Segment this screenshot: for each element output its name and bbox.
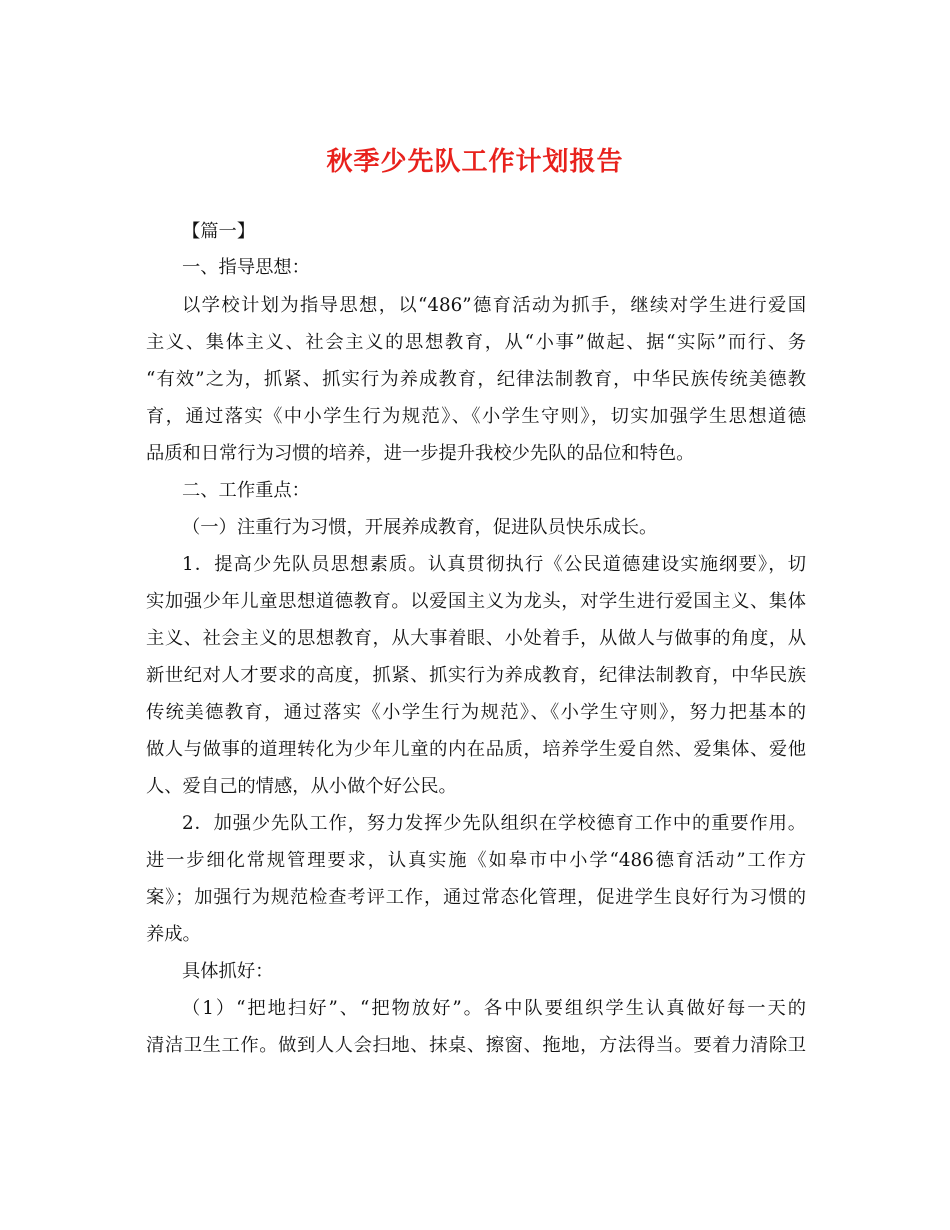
paragraph-line: 实加强少年儿童思想道德教育。以爱国主义为龙头，对学生进行爱国主义、集体 xyxy=(146,591,806,612)
document-title: 秋季少先队工作计划报告 xyxy=(326,147,624,177)
paragraph-line: 1．提高少先队员思想素质。认真贯彻执行《公民道德建设实施纲要》，切 xyxy=(182,554,806,575)
paragraph-line: 品质和日常行为习惯的培养，进一步提升我校少先队的品位和特色。 xyxy=(146,443,695,464)
paragraph-line: 育，通过落实《中小学生行为规范》、《小学生守则》，切实加强学生思想道德 xyxy=(146,406,806,427)
paragraph-line: 以学校计划为指导思想，以“486”德育活动为抓手，继续对学生进行爱国 xyxy=(182,295,806,316)
paragraph-line: 传统美德教育，通过落实《小学生行为规范》、《小学生守则》，努力把基本的 xyxy=(146,702,806,723)
paragraph-line: 案》；加强行为规范检查考评工作，通过常态化管理，促进学生良好行为习惯的 xyxy=(146,887,806,908)
paragraph-line: 主义、集体主义、社会主义的思想教育，从“小事”做起、据“实际”而行、务 xyxy=(146,332,806,353)
subsection-heading: （一）注重行为习惯，开展养成教育，促进队员快乐成长。 xyxy=(182,517,658,538)
paragraph-line: 主义、社会主义的思想教育，从大事着眼、小处着手，从做人与做事的角度，从 xyxy=(146,628,806,649)
paragraph-line: 清洁卫生工作。做到人人会扫地、抹桌、擦窗、拖地，方法得当。要着力清除卫 xyxy=(146,1035,806,1056)
section-heading-part-one: 【篇一】 xyxy=(182,221,256,242)
section-heading-work-focus: 二、工作重点： xyxy=(182,480,310,501)
section-heading-guiding-ideology: 一、指导思想： xyxy=(182,257,310,278)
paragraph-line: （1）“把地扫好”、“把物放好”。各中队要组织学生认真做好每一天的 xyxy=(182,998,806,1019)
paragraph-line: 2．加强少先队工作，努力发挥少先队组织在学校德育工作中的重要作用。 xyxy=(182,813,806,834)
paragraph-line: 养成。 xyxy=(146,924,201,945)
paragraph-line: 进一步细化常规管理要求，认真实施《如皋市中小学“486德育活动”工作方 xyxy=(146,850,806,871)
paragraph-line: “有效”之为，抓紧、抓实行为养成教育，纪律法制教育，中华民族传统美德教 xyxy=(146,369,806,390)
paragraph-heading: 具体抓好： xyxy=(182,961,274,982)
paragraph-line: 新世纪对人才要求的高度，抓紧、抓实行为养成教育，纪律法制教育，中华民族 xyxy=(146,665,806,686)
paragraph-line: 做人与做事的道理转化为少年儿童的内在品质，培养学生爱自然、爱集体、爱他 xyxy=(146,739,806,760)
paragraph-line: 人、爱自己的情感，从小做个好公民。 xyxy=(146,776,457,797)
